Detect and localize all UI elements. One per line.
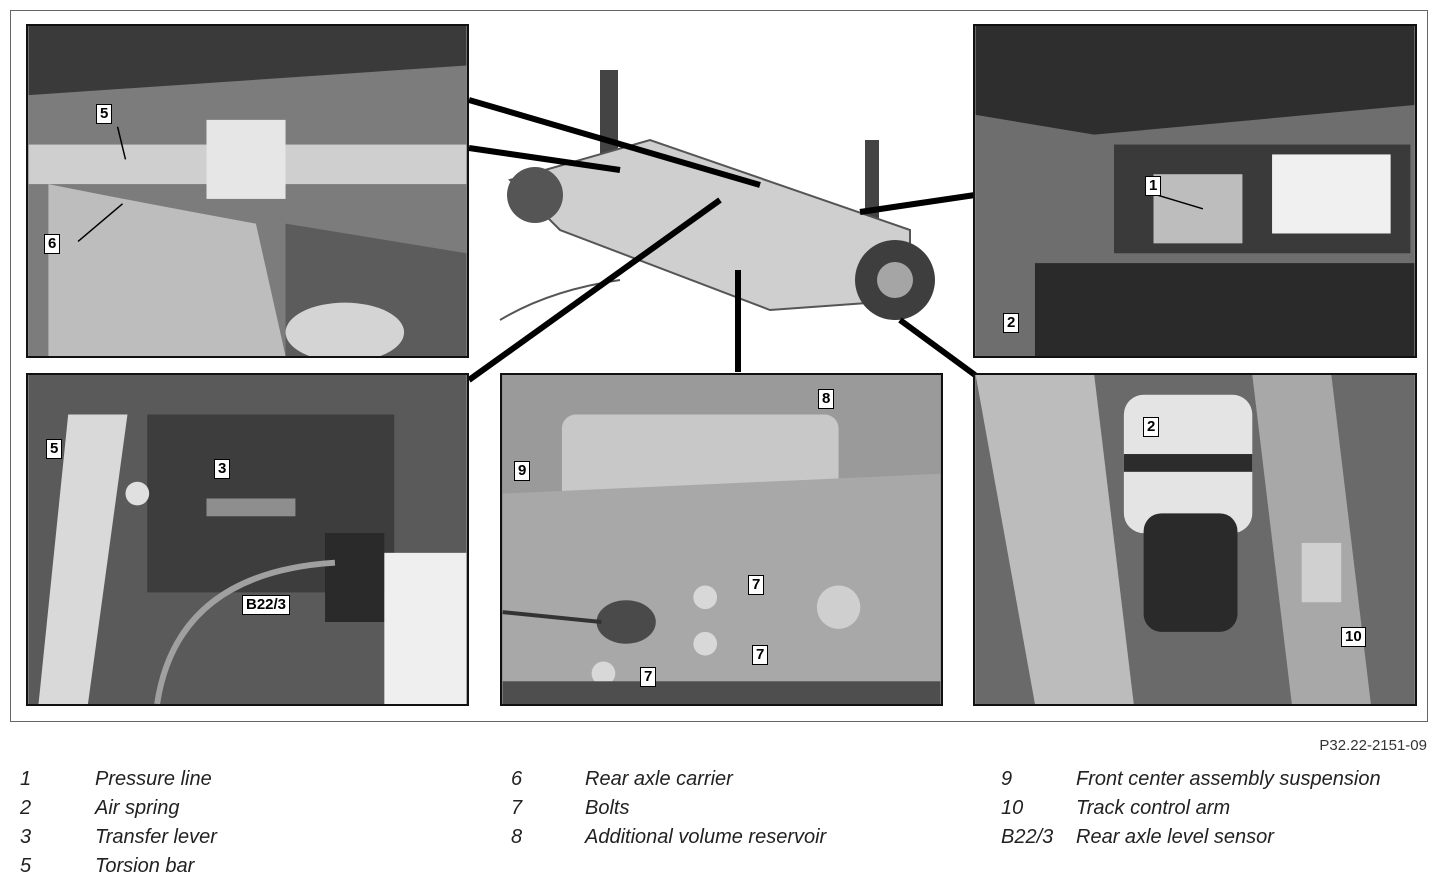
legend-item — [1001, 768, 1431, 797]
callout-label: 7 — [640, 667, 656, 687]
overview-axle-image — [470, 30, 970, 360]
legend-text: Track control arm — [1076, 797, 1231, 819]
legend-item — [20, 855, 460, 884]
callout-label: 7 — [748, 575, 764, 595]
legend-column-1 — [20, 768, 460, 884]
legend-number: 3 — [20, 826, 32, 848]
legend-number: 5 — [20, 855, 32, 877]
photo-panel-reservoir — [500, 373, 943, 706]
callout-label: 5 — [96, 104, 112, 124]
legend-number: B22/3 — [1001, 826, 1054, 848]
callout-label: 5 — [46, 439, 62, 459]
callout-label: 9 — [514, 461, 530, 481]
photo-reservoir-bolts — [502, 375, 941, 704]
legend-number: 10 — [1001, 797, 1024, 819]
callout-label: B22/3 — [242, 595, 290, 615]
legend-text: Torsion bar — [95, 855, 195, 877]
legend-item — [20, 826, 460, 855]
photo-level-sensor-area — [28, 375, 467, 704]
legend-text: Additional volume reservoir — [585, 826, 827, 848]
legend-item — [511, 797, 971, 826]
legend-text: Bolts — [585, 797, 630, 819]
callout-label: 6 — [44, 234, 60, 254]
legend-text: Transfer lever — [95, 826, 217, 848]
legend-text: Rear axle carrier — [585, 768, 733, 790]
photo-torsion-bar-area — [28, 26, 467, 356]
callout-label: 2 — [1003, 313, 1019, 333]
legend-item — [511, 768, 971, 797]
callout-label: 1 — [1145, 176, 1161, 196]
photo-panel-level-sensor — [26, 373, 469, 706]
legend-number: 9 — [1001, 768, 1013, 790]
callout-label: 8 — [818, 389, 834, 409]
legend-text: Front center assembly suspension — [1076, 768, 1381, 790]
legend-text: Rear axle level sensor — [1076, 826, 1274, 848]
overview-axle-drawing — [470, 30, 970, 360]
figure-reference-code: P32.22-2151-09 — [1319, 737, 1427, 754]
legend-column-3 — [1001, 768, 1431, 855]
legend-item — [1001, 826, 1431, 855]
legend-number: 8 — [511, 826, 523, 848]
callout-label: 7 — [752, 645, 768, 665]
callout-label: 2 — [1143, 417, 1159, 437]
legend-item — [1001, 797, 1431, 826]
photo-air-spring-top — [975, 26, 1415, 356]
legend-number: 2 — [20, 797, 32, 819]
photo-panel-torsion-bar — [26, 24, 469, 358]
legend-number: 1 — [20, 768, 32, 790]
legend-item — [511, 826, 971, 855]
legend-item — [20, 768, 460, 797]
legend-column-2 — [511, 768, 971, 855]
callout-label: 10 — [1341, 627, 1366, 647]
photo-panel-track-control-arm — [973, 373, 1417, 706]
legend-text: Air spring — [95, 797, 180, 819]
legend-number: 7 — [511, 797, 523, 819]
legend-text: Pressure line — [95, 768, 212, 790]
photo-panel-pressure-line — [973, 24, 1417, 358]
legend-item — [20, 797, 460, 826]
legend-number: 6 — [511, 768, 523, 790]
callout-label: 3 — [214, 459, 230, 479]
photo-track-control-arm — [975, 375, 1415, 704]
